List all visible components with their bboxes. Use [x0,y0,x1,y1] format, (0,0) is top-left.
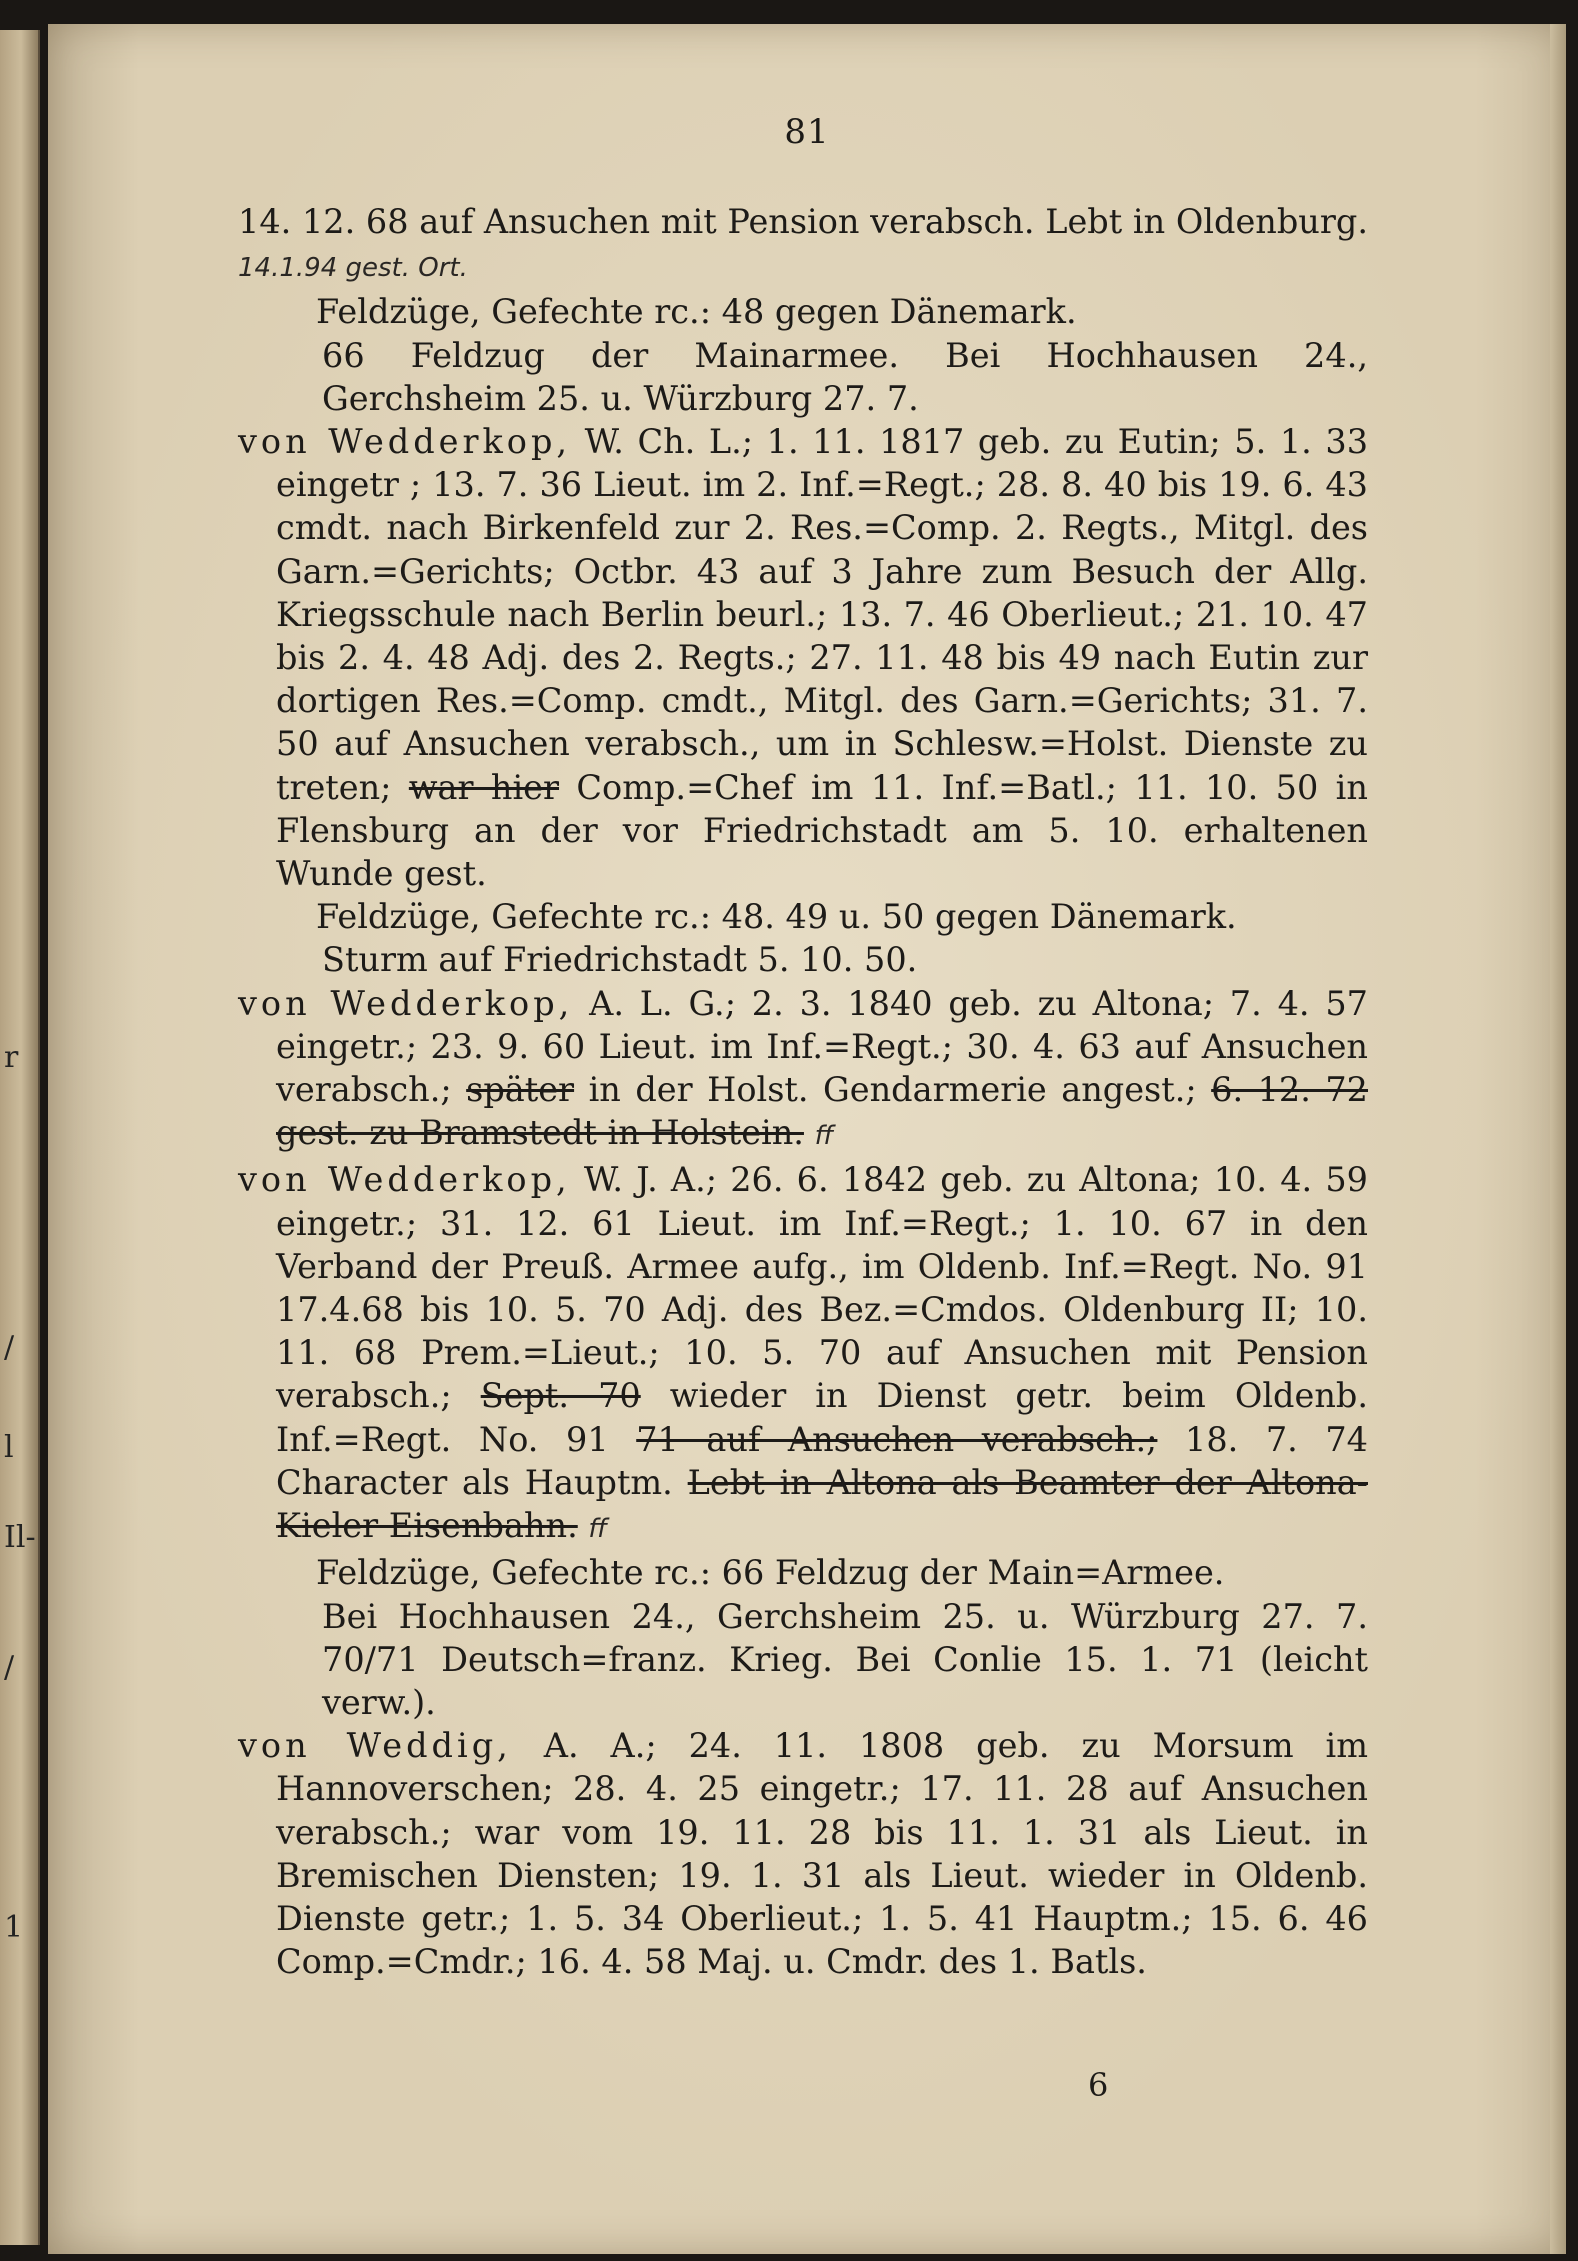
entry-name: von Wedderkop, [238,1160,571,1200]
entry-continuation [238,200,1368,290]
handwritten-mark: ff [814,1121,834,1152]
book-page [48,24,1566,2254]
handwritten-annotation: 14.1.94 gest. Ort. [238,253,468,284]
margin-mark: Il- [4,1520,36,1555]
campaigns-line: Bei Hochhausen 24., Gerchsheim 25. u. Würzburg 27. 7. 70/71 Deutsch=franz. Krieg. Bei Conlie 15. 1. 71 (leicht verw.). [322,1596,1368,1722]
entry-text: Comp.=Chef im 11. Inf.=Batl.; 11. 10. 50 in Flensburg an der vor Friedrichstadt am 5. 10. erhaltenen Wunde gest. [276,767,1368,894]
struck-text: später [466,1070,575,1110]
campaigns-line: Feldzüge, Gefechte rc.: 66 Feldzug der Main=Armee. [316,1553,1225,1593]
struck-text: 71 auf Ansuchen verabsch.; [636,1419,1158,1459]
struck-text: Sept. 70 [480,1376,641,1416]
margin-mark: 1 [4,1910,24,1945]
entry-text: 14. 12. 68 auf Ansuchen mit Pension verabsch. Lebt in Oldenburg. [238,202,1368,241]
signature-mark: 6 [1088,2066,1109,2104]
entry-text: wieder in Dienst getr. beim Oldenb. Inf.=Regt. No. 91 [276,1376,1368,1459]
struck-text: Lebt in Altona als Beamter der Altona-Kieler Eisenbahn. [276,1462,1368,1546]
entry-text: A. L. G.; 2. 3. 1840 geb. zu Altona; 7. 4. 57 eingetr.; 23. 9. 60 Lieut. im Inf.=Regt.; 30. 4. 63 auf Ansuchen verabsch.; [276,983,1368,1110]
entry-text: in der Holst. Gendarmerie angest.; [588,1070,1197,1110]
entry-text: W. Ch. L.; 1. 11. 1817 geb. zu Eutin; 5. 1. 33 eingetr ; 13. 7. 36 Lieut. im 2. Inf.=Regt.; 28. 8. 40 bis 19. 6. 43 cmdt. nach Birkenfeld zur 2. Res.=Comp. 2. Regts., Mitgl. des Garn.=Gerichts; Octbr. 43 auf 3 Jahre zum Besuch der Allg. Kriegsschule nach Berlin beurl.; 13. 7. 46 Oberlieut.; 21. 10. 47 bis 2. 4. 48 Adj. des 2. Regts.; 27. 11. 48 bis 49 nach Eutin zur dortigen Res.=Comp. cmdt., Mitgl. des Garn.=Gerichts; 31. 7. 50 auf Ansuchen verabsch., um in Schlesw.=Holst. Dienste zu treten; [276,422,1369,807]
struck-text: war hier [408,767,560,807]
campaigns-line: 66 Feldzug der Mainarmee. Bei Hochhausen 24., Gerchsheim 25. u. Würzburg 27. 7. [322,335,1368,418]
entry-text: W. J. A.; 26. 6. 1842 geb. zu Altona; 10. 4. 59 eingetr.; 31. 12. 61 Lieut. im Inf.=Regt.; 1. 10. 67 in den Verband der Preuß. Armee aufg., im Oldenb. Inf.=Regt. No. 91 17.4.68 bis 10. 5. 70 Adj. des Bez.=Cmdos. Oldenburg II; 10. 11. 68 Prem.=Lieut.; 10. 5. 70 auf Ansuchen mit Pension verabsch.; [276,1160,1368,1416]
biography-entry [238,982,1368,1159]
entry-text: 18. 7. 74 Character als Hauptm. [276,1419,1368,1502]
entry-name: von Wedderkop, [238,983,574,1023]
biography-entry [238,420,1368,895]
biography-entry [238,1158,1368,1551]
page-body [238,200,1368,1983]
page-number: 81 [784,112,830,152]
margin-mark: r [4,1040,19,1075]
page-edge [1550,24,1566,2254]
margin-mark: l [4,1430,14,1465]
campaigns-line: Sturm auf Friedrichstadt 5. 10. 50. [322,940,918,980]
biography-entry [238,1724,1368,1983]
campaigns-line: Feldzüge, Gefechte rc.: 48 gegen Dänemark. [316,292,1077,332]
struck-line: 6. 12. 72 gest. zu Bramstedt in Holstein. [276,1070,1369,1153]
campaigns-line: Feldzüge, Gefechte rc.: 48. 49 u. 50 gegen Dänemark. [316,897,1237,937]
entry-text: A. A.; 24. 11. 1808 geb. zu Morsum im Hannoverschen; 28. 4. 25 eingetr.; 17. 11. 28 auf Ansuchen verabsch.; war vom 19. 11. 28 bis 11. 1. 31 als Lieut. in Bremischen Diensten; 19. 1. 31 als Lieut. wieder in Oldenb. Dienste getr.; 1. 5. 34 Oberlieut.; 1. 5. 41 Hauptm.; 15. 6. 46 Comp.=Cmdr.; 16. 4. 58 Maj. u. Cmdr. des 1. Batls. [276,1726,1369,1982]
handwritten-mark: ff [588,1514,608,1545]
entry-name: von Weddig, [238,1726,512,1766]
entry-name: von Wedderkop, [238,422,572,462]
margin-mark: / [4,1650,15,1685]
previous-page-edge [0,30,40,2245]
margin-mark: / [4,1330,15,1365]
